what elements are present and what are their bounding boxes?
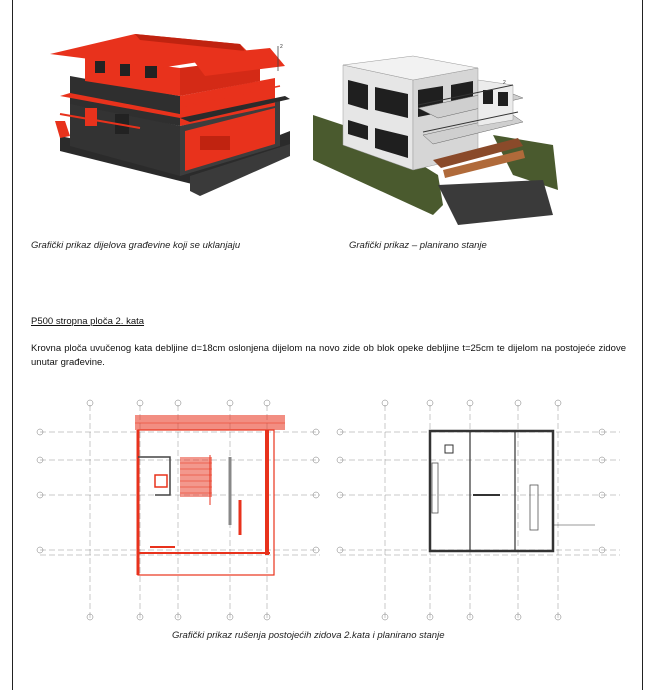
planned-render-image — [313, 40, 558, 230]
section-heading: P500 stropna ploča 2. kata — [31, 316, 145, 327]
svg-text:2: 2 — [280, 44, 283, 50]
demolition-render-image — [40, 26, 310, 216]
caption-demolition-render: Grafički prikaz dijelova građevine koji se uklanjaju — [31, 240, 241, 251]
caption-planned-render: Grafički prikaz – planirano stanje — [349, 240, 487, 251]
caption-floor-plans: Grafički prikaz rušenja postojećih zidova 2.kata i planirano stanje — [172, 630, 445, 641]
demolition-floor-plan — [30, 395, 330, 625]
svg-text:2: 2 — [503, 80, 506, 86]
section-paragraph: Krovna ploča uvučenog kata debljine d=18cm oslonjena dijelom na novo zide ob blok opeke debljine t=25cm te dijelom na postojeće zidove unutar građevine. — [31, 343, 626, 368]
planned-floor-plan — [330, 395, 630, 625]
